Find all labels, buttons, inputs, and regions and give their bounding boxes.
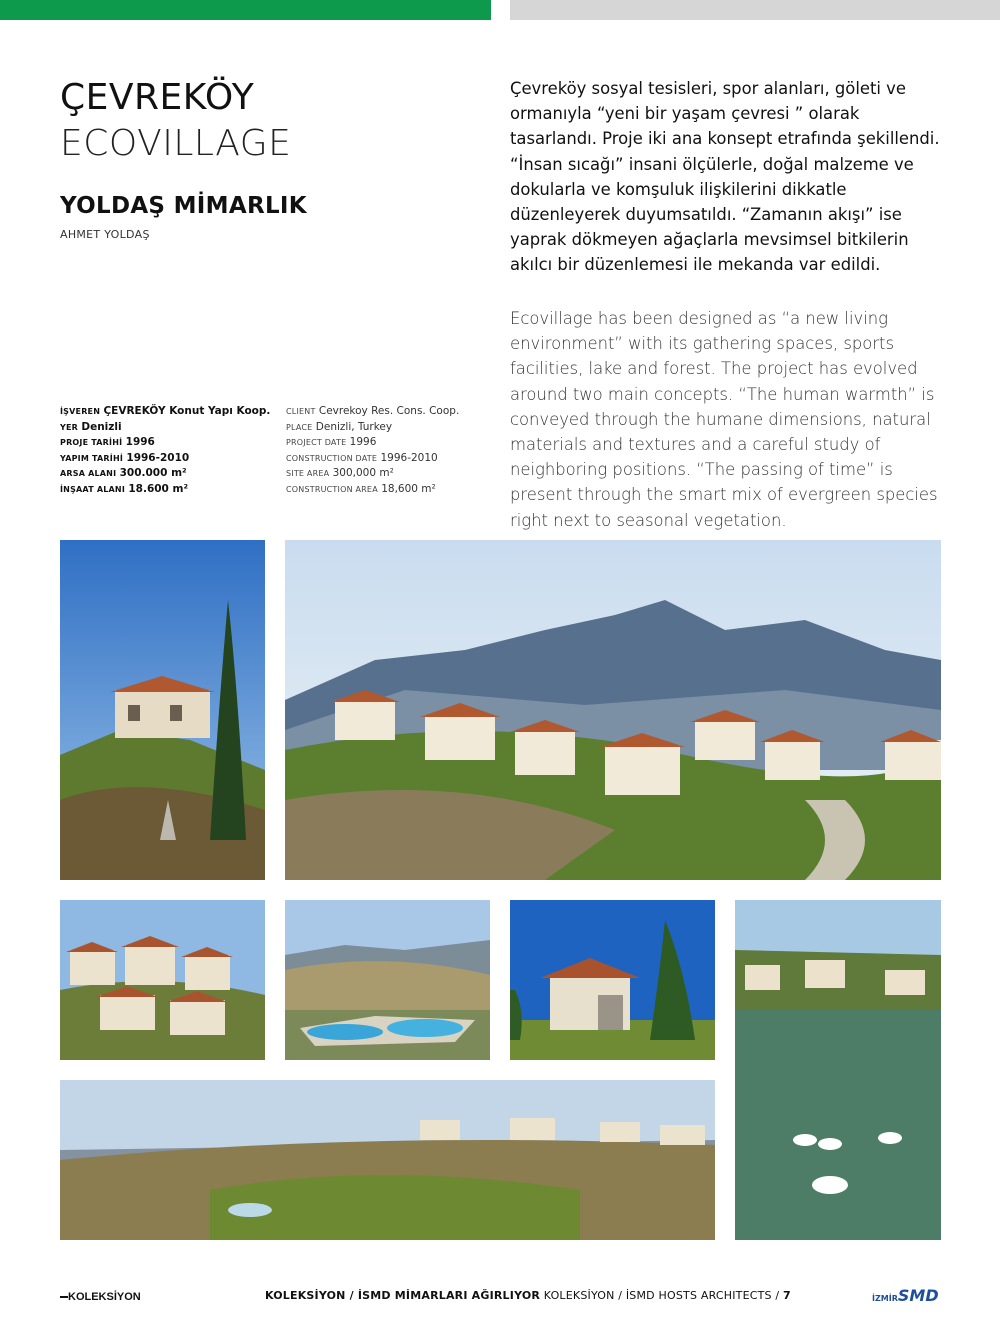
photo-single-villa [510, 900, 715, 1060]
brand-main: SMD [897, 1286, 939, 1305]
fact-value: Denizli, Turkey [315, 420, 393, 433]
brand-prefix: İZMİR [872, 1294, 898, 1303]
fact-label: İŞVEREN [60, 407, 101, 416]
firm-name: YOLDAŞ MİMARLIK [60, 193, 307, 219]
footer-regular-text: KOLEKSİYON / İSMD HOSTS ARCHITECTS / [543, 1289, 780, 1302]
fact-row [60, 482, 280, 498]
fact-label: İNŞAAT ALANI [60, 484, 125, 494]
photo-panorama-mountains [285, 540, 941, 880]
fact-label: PLACE [286, 422, 313, 432]
fact-value: Denizli [81, 420, 122, 433]
fact-row [60, 420, 280, 436]
fact-value: 1996-2010 [126, 451, 190, 464]
fact-row [286, 482, 496, 498]
fact-value: 18.600 m² [128, 482, 189, 495]
fact-label: ARSA ALANI [60, 469, 117, 479]
fact-row [286, 466, 496, 482]
fact-row [60, 466, 280, 482]
top-accent-bar [0, 0, 491, 20]
footer-caption [265, 1289, 791, 1302]
fact-value: 300,000 m² [332, 467, 394, 480]
koleksiyon-logo [60, 1288, 150, 1302]
fact-label: CLIENT [286, 407, 316, 416]
project-facts-english [286, 404, 496, 498]
fact-row [286, 420, 496, 436]
fact-row [60, 404, 280, 420]
fact-value: 1996 [125, 436, 155, 449]
project-title: ÇEVREKÖY [60, 77, 255, 118]
photo-swimming-pool [285, 900, 490, 1060]
architect-name: AHMET YOLDAŞ [60, 228, 150, 241]
fact-row [286, 451, 496, 467]
photo-villa-cypress [60, 540, 265, 880]
project-facts-turkish [60, 404, 280, 498]
fact-label: CONSTRUCTION AREA [286, 484, 378, 494]
intro-english: Ecovillage has been designed as “a new living environment” with its gathering spaces, sports facilities, lake and forest. The project has evolved around two main concepts. “The human warmth” is conveyed through the humane dimensions, natural materials and textures and a careful study of neighboring positions. “The passing of time” is present through the smart mix of evergreen species right next to seasonal vegetation. [510, 309, 938, 530]
fact-value: 300.000 m² [119, 467, 187, 480]
fact-value: 1996-2010 [380, 451, 438, 464]
fact-value: 1996 [349, 436, 377, 449]
fact-label: SITE AREA [286, 469, 330, 479]
fact-row [60, 451, 280, 467]
page-number: 7 [783, 1289, 791, 1302]
izmir-smd-logo [872, 1286, 939, 1305]
top-grey-bar [510, 0, 1000, 20]
fact-label: CONSTRUCTION DATE [286, 453, 378, 463]
fact-label: PROJE TARİHİ [60, 438, 123, 448]
fact-label: YER [60, 422, 79, 432]
fact-label: YAPIM TARİHİ [60, 453, 124, 463]
fact-value: Cevrekoy Res. Cons. Coop. [318, 405, 460, 417]
fact-row [60, 435, 280, 451]
photo-hillside-houses [60, 900, 265, 1060]
photo-lake-geese [735, 900, 941, 1240]
intro-turkish: Çevreköy sosyal tesisleri, spor alanları, göleti ve ormanıyla “yeni bir yaşam çevresi ” olarak tasarlandı. Proje iki ana konsept etrafında şekillendi. “İnsan sıcağı” insani ölçülerle, doğal malzeme ve dokularla ve komşuluk ilişkilerini dikkatle düzenleyerek duyumsatıldı. “Zamanın akışı” ise yaprak dökmeyen ağaçlarla mevsimsel bitkilerin akılcı bir düzenlemesi ile mekanda var edildi. [510, 79, 940, 275]
project-subtitle: ECOVILLAGE [60, 123, 292, 164]
photo-site-panorama [60, 1080, 715, 1240]
fact-value: 18,600 m² [381, 482, 436, 495]
fact-row [286, 435, 496, 451]
koleksiyon-logo-text: KOLEKSİYON [68, 1291, 141, 1303]
footer-bold-text: KOLEKSİYON / İSMD MİMARLARI AĞIRLIYOR [265, 1289, 541, 1302]
fact-label: PROJECT DATE [286, 438, 347, 448]
fact-value: ÇEVREKÖY Konut Yapı Koop. [103, 405, 271, 417]
fact-row [286, 404, 496, 420]
